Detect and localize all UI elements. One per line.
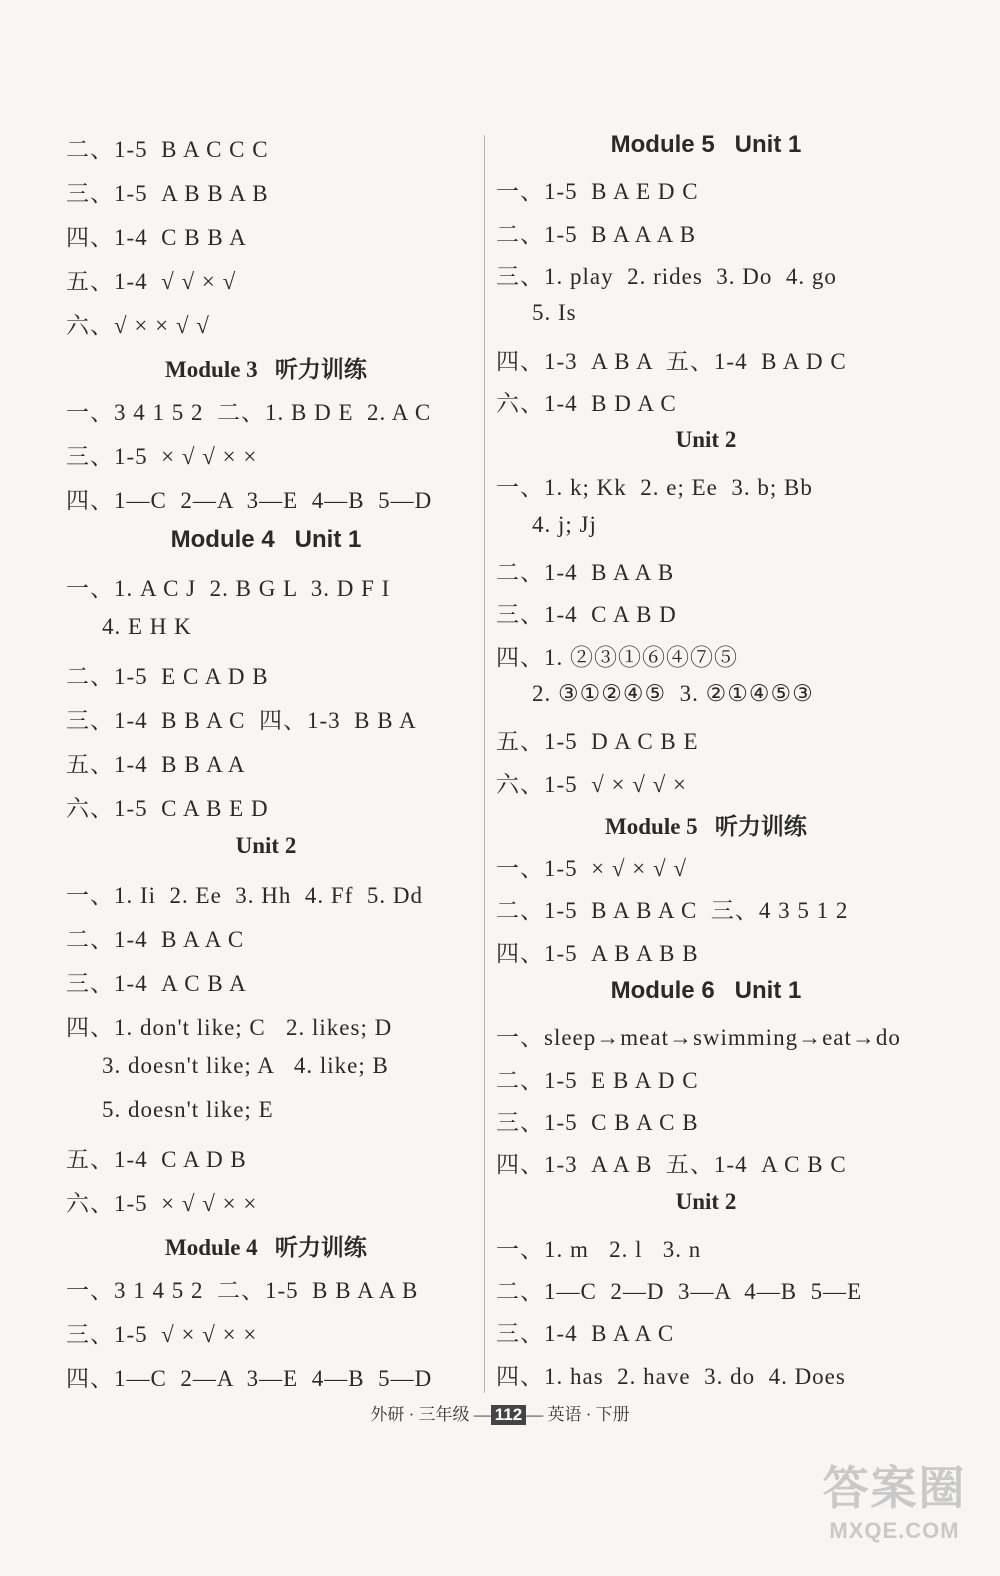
footer-left: 外研 · 三年级 — [370,1405,491,1424]
section-heading: Unit 2 [675,1188,737,1214]
answer-line: 二、1-5 B A A A B [496,221,697,247]
answer-line: 三、1-5 A B B A B [66,180,269,206]
answer-line: 六、1-5 √ × √ √ × [496,771,687,797]
answer-line: 六、1-5 × √ √ × × [66,1190,258,1216]
page-number: 112 [491,1405,526,1425]
answer-line: 一、1. k; Kk 2. e; Ee 3. b; Bb [496,475,813,501]
answer-line: 三、1-5 √ × √ × × [66,1322,258,1348]
answer-line: 三、1-4 B B A C 四、1-3 B B A [66,707,417,733]
answer-line: 四、1-3 A B A 五、1-4 B A D C [496,348,847,374]
section-heading: Module 5 Unit 1 [610,131,802,158]
answer-line: 2. ③①②④⑤ 3. ②①④⑤③ [532,680,814,706]
answer-line: 四、1-3 A A B 五、1-4 A C B C [496,1152,847,1178]
answer-line: 四、1. ②③①⑥④⑦⑤ [496,644,738,670]
footer-right: — 英语 · 下册 [526,1405,630,1424]
answer-line: 四、1. has 2. have 3. do 4. Does [496,1363,846,1389]
answer-line: 三、1. play 2. rides 3. Do 4. go [496,263,837,289]
answer-line: 4. j; Jj [532,511,597,537]
answer-line: 一、1-5 × √ × √ √ [496,856,687,882]
section-heading: Unit 2 [235,833,297,859]
section-heading: Module 3 听力训练 [165,356,367,382]
answer-line: 一、3 4 1 5 2 二、1. B D E 2. A C [66,400,432,426]
answer-line: 二、1—C 2—D 3—A 4—B 5—E [496,1279,863,1305]
answer-line: 六、1-4 B D A C [496,390,677,416]
answer-line: 一、3 1 4 5 2 二、1-5 B B A A B [66,1278,419,1304]
answer-line: 三、1-5 C B A C B [496,1109,699,1135]
answer-line: 一、1. A C J 2. B G L 3. D F I [66,576,391,601]
answer-line: 三、1-4 A C B A [66,971,247,997]
watermark-url: MXQE.COM [829,1518,960,1543]
answer-line: 三、1-4 B A A C [496,1321,675,1347]
answer-line: 三、1-4 C A B D [496,602,677,628]
answer-line: 五、1-4 √ √ × √ [66,268,237,294]
answer-line: 5. Is [532,300,577,326]
answer-line: 五、1-4 C A D B [66,1146,247,1172]
page-footer [0,1400,1000,1425]
column-divider [484,135,485,1393]
answer-line: 四、1—C 2—A 3—E 4—B 5—D [66,488,433,514]
answer-line: 五、1-4 B B A A [66,751,246,777]
section-heading: Module 4 Unit 1 [170,526,362,554]
watermark-logo [807,1458,982,1568]
answer-line: 四、1. don't like; C 2. likes; D [66,1015,393,1040]
section-heading: Module 4 听力训练 [165,1234,367,1260]
answer-line: 四、1-4 C B B A [66,224,247,250]
answer-line: 二、1-5 E B A D C [496,1067,699,1093]
answer-line: 二、1-5 E C A D B [66,663,269,689]
answer-line: 4. E H K [102,613,192,639]
watermark-title: 答案圈 [822,1462,967,1514]
answer-line: 二、1-5 B A C C C [66,137,269,162]
section-heading: Module 6 Unit 1 [610,977,802,1004]
answer-line: 二、1-4 B A A C [66,927,245,953]
answer-line: 五、1-5 D A C B E [496,729,699,755]
section-heading: Module 5 听力训练 [605,813,807,839]
answer-line: 三、1-5 × √ √ × × [66,444,258,470]
answer-line: 一、1. m 2. l 3. n [496,1236,702,1262]
answer-line: 四、1—C 2—A 3—E 4—B 5—D [66,1366,433,1392]
answer-line: 二、1-4 B A A B [496,560,675,585]
answer-line: 四、1-5 A B A B B [496,940,699,966]
answer-line: 一、sleep→meat→swimming→eat→do [496,1025,901,1051]
answer-line: 六、√ × × √ √ [66,312,210,338]
section-heading: Unit 2 [675,427,737,453]
answer-line: 一、1. Ii 2. Ee 3. Hh 4. Ff 5. Dd [66,883,423,909]
answer-line: 5. doesn't like; E [102,1096,274,1122]
answer-line: 3. doesn't like; A 4. like; B [102,1052,389,1078]
answer-line: 一、1-5 B A E D C [496,179,699,205]
answer-line: 六、1-5 C A B E D [66,795,269,821]
answer-line: 二、1-5 B A B A C 三、4 3 5 1 2 [496,898,849,924]
